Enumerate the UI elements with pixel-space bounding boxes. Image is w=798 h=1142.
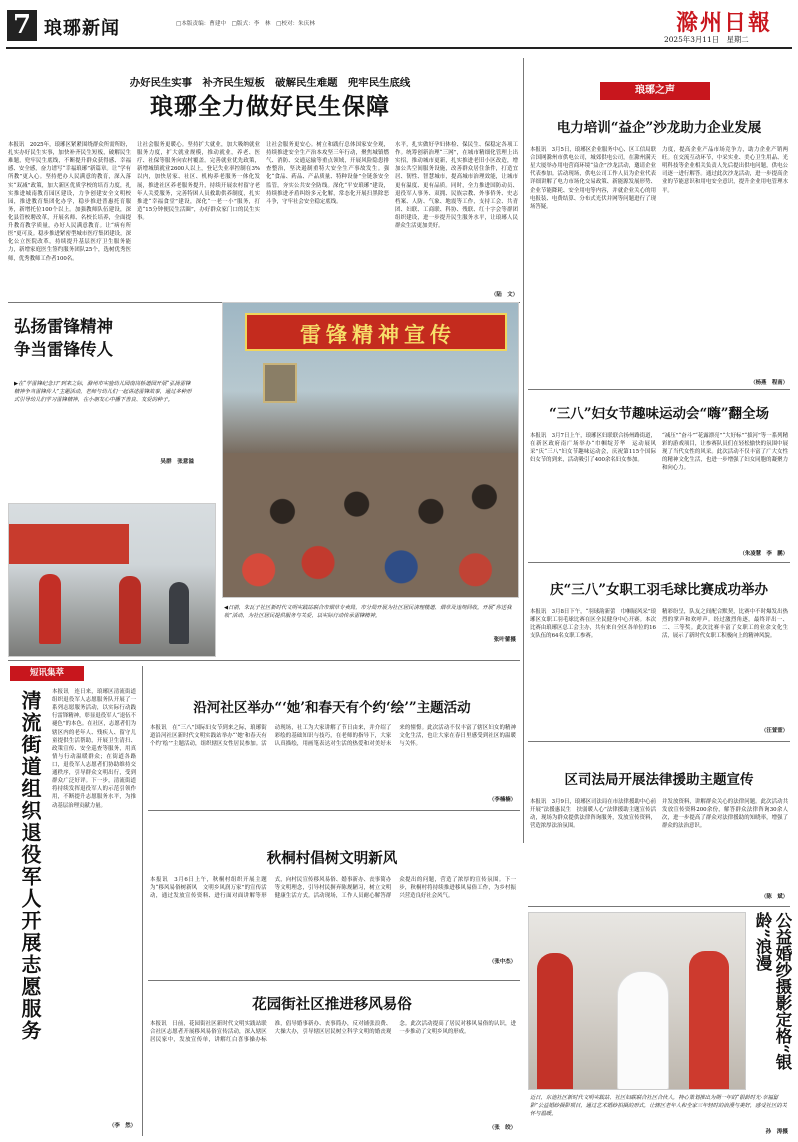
issue-date: 2025年3月11日 星期二 (664, 35, 749, 44)
right-article-4-title: 区司法局开展法律援助主题宣传 (564, 772, 754, 788)
right-article-1-col1: 本报讯 3月5日，琅琊区企业服务中心、区工信局联合国网滁州市供电公司，城郊供电公司，在滁州满天星大厦举办用电营商环境“益企”沙龙活动，邀请企业代表参加。活动现场，供电公司工作人员为企业代表详细讲解了电力市场化交易政策、新能源发展形势、企业节能降耗、安全用电等内容，并就企业关心的用电报装、电费结算、分布式光伏并网等问题进行了现场答疑。 (530, 147, 656, 210)
leifeng-portrait (263, 363, 297, 403)
wedding-vertical-title: 公益婚纱摄影定格“银龄”浪漫 (753, 912, 792, 1070)
page-number-box: 7 (7, 10, 37, 41)
right-article-1-col2: 力度，提高企业产品市场竞争力，助力企业产销两旺。在交流互动环节，中采实业、美心卫生用品、光明科技等企业相关负责人先后提出供电问题，供电公司逐一进行解答。通过此次沙龙活动，进一步提高企业的节能意识和用电安全意识，提升企业用电管理水平。 (662, 147, 788, 194)
masthead-logo: 滁州日報 (676, 10, 773, 36)
volunteer-photo (8, 503, 216, 657)
divider (528, 562, 790, 563)
right-banner: 琅琊之声 (600, 82, 710, 100)
volunteer-person (119, 576, 141, 644)
volunteer-person (39, 574, 61, 644)
top-article-col1: 本报讯 2025年，琅琊区紧紧围绕群众所需所盼，扎实办好民生实事，加快补齐民生短板，破解民生难题，兜牢民生底线，不断提升群众获得感、幸福感、安全感，奋力谱写“幸福琅琊”新篇章。让“学有所教”更入心。坚持把办人民满意的教育，深入落实“双减”政策，加大新区优质学校的培育力度，扎实推进城南教育园区建设，力争创建安全文明校园，推进教育集团化办学，稳步推进普惠托育服务，新增托位100个以上。加强教师队伍建设，深化县管校聘改革，开展名师、名校长培养，全面提升教育教学质量，办好人民满意教育。让“病有所医”更可及。稳步推进紧密型城市医疗集团建设，深化公立医院改革，持续提升基层医疗卫生服务能力，新增家庭医生签约服务团队25个，选树优秀医师，优秀教师工作者100名。 (8, 142, 131, 262)
divider (523, 58, 524, 843)
leifeng-title: 弘扬雷锋精神 争当雷锋传人 (14, 317, 113, 359)
top-article-col3: 让社会服务更安心。树立和践行总体国家安全观，持续推进安全生产治本攻坚三年行动，聚焦城镇燃气、消防、交通运输等重点领域，开展风险隐患排查整治，坚决遏制重特大安全生产事故发生。强化“食品、药品、产品质量、特种设备”全链条安全监管，夯实公共安全防线。深化“平安琅琊”建设，持续推进矛盾纠纷多元化解，常态化开展扫黑除恶斗争，守牢社会安全稳定底线。 (266, 142, 389, 205)
right-article-2-title: “三八”妇女节趣味运动会“嗨”翻全场 (548, 406, 770, 422)
leifeng-banner (245, 313, 507, 351)
divider (148, 980, 520, 981)
leifeng-caption-1: ▶在“学雷锋纪念日”到来之际，滁州市实验幼儿园南岗桥道园开展“弘扬雷锋精神争当雷锋传人”主题活动，老师与幼儿们一起讲述雷锋故事，通过多种形式引导幼儿们学习雷锋精神，在小朋友心中播下善良、友爱的种子。 (14, 381, 192, 404)
short-news-byline: （李 然） (109, 1123, 136, 1129)
helper (689, 951, 729, 1090)
volunteer-tent (9, 524, 129, 564)
leifeng-byline-1: 吴群 张意溢 (160, 459, 194, 465)
short-news-vertical-title: 清流街道组织退役军人开展志愿服务 (18, 690, 42, 1042)
top-article-col2: 让社会服务更暖心。坚持扩大就业，加大吸纳就业服务力度，扩大就业规模，推动就业，养老、医疗、社保等服务向农村覆盖。完善就业优先政策，新增城镇就业2600人以上，登记失业率控制在3%以内，加快居家、社区、机构养老服务一体化发展，推进社区养老服务提升，持续开展农村留守老年人关爱服务，完善特困人员救助供养制度，扎实推进“幸福食堂”建设，深化“一老一小”服务，打造“15分钟便民生活圈”，办好群众家门口的民生实事。 (137, 142, 260, 221)
wedding-byline: 孙 涛摄 (765, 1129, 788, 1135)
divider (142, 666, 143, 1136)
staff-line: □本版责编：曹建中 □版式：李 林 □校对：朱庆林 (176, 21, 315, 27)
right-article-4-byline: （陈 斌） (761, 894, 788, 900)
divider (148, 810, 520, 811)
header-rule (6, 47, 792, 49)
right-article-2-byline: （朱凌慧 李 鹏） (739, 551, 788, 557)
leifeng-banner-text: 雷锋精神宣传 (300, 322, 456, 347)
right-article-4-col1: 本报讯 3月9日，琅琊区司法局在市法律援助中心前开展“法援惠民生 扶弱暖人心”法律援助主题宣传活动，现场为群众提供法律咨询服务，发放宣传资料，营造浓厚法治氛围。 (530, 799, 656, 830)
divider (8, 660, 520, 661)
volunteer-byline: 张叶蕾摄 (493, 637, 516, 643)
right-article-4-col2: 并发放资料，讲解群众关心的法律问题。此次活动共发放宣传资料200余份，解答群众法律咨询30余人次，进一步提高了群众对法律援助的知晓率，增强了群众的法治意识。 (662, 799, 788, 830)
mid-article-3-text: 本报讯 日前，花园街社区新时代文明实践站联合社区志愿者开展移风易俗宣传活动，深入辖区居民家中，发放宣传单，讲解红白喜事操办标准，倡导婚事新办、丧事简办，反对铺张浪费、大操大办，引导辖区居民树立科学文明的婚丧观念。此次活动提高了居民对移风易俗的认识，进一步推动了文明乡风的形成。 (150, 1021, 516, 1044)
short-news-text: 本报讯 连日来，琅琊区清流街道组织退役军人志愿服务队开展了一系列志愿服务活动，以实际行动践行雷锋精神，彰显退役军人“退伍不褪色”的本色。在社区，志愿者们为辖区内的老年人、残疾人、留守儿童提供生活帮助，开展卫生清扫、政策宣传、安全巡查等服务，用真情与行动温暖群众；在街道各路口，退役军人志愿者们协助维持交通秩序，引导群众文明出行，受到群众广泛好评。下一步，清流街道将持续发挥退役军人的示范引领作用，不断提升志愿服务水平，为推动基层治理贡献力量。 (52, 689, 136, 809)
top-article-title: 琅琊全力做好民生保障 (150, 93, 390, 120)
right-article-3-byline: （汪萱萱） (761, 728, 788, 734)
mid-article-3-byline: （张 皎） (489, 1125, 516, 1131)
children-group (223, 453, 519, 598)
top-article-col4: 水平，扎实做好孕妇体检、保民生、保稳定各项工作。统筹创新治理“三网”，在城市精细化管理上出实招，推动城市更新，扎实推进老旧小区改造，增加公共空间服务设施，改善群众居住条件，打造宜居、韧性、智慧城市，提高城市治理效能，让城市更有温度、更有品质。同时，全力推进国防动员、退役军人事务、双拥、民族宗教、外事侨务、史志档案、人防、气象、地震等工作，支持工会、共青团、妇联、工商联、科协、残联、红十字会等群团组织建设，进一步提升民生服务水平，让琅琊人民群众生活更加美好。 (395, 142, 518, 230)
short-news-tag: 短讯集萃 (10, 666, 84, 681)
divider (528, 741, 790, 742)
top-article-byline: （陆 文） (491, 292, 518, 298)
page-header (0, 0, 798, 50)
section-title: 琅琊新闻 (44, 18, 120, 39)
mid-article-2-title: 秋桐村倡树文明新风 (266, 850, 398, 867)
right-article-3-col1: 本报讯 3月8日下午，“羽球韵新蕾 巾帼展风采”琅琊区女职工羽毛球比赛在区全民健身中心开赛。本次比赛由琅琊区总工会主办，共有来自全区各单位的16支队伍的64名女职工参赛。 (530, 609, 656, 640)
volunteer-person (169, 582, 189, 644)
divider (528, 906, 790, 907)
mid-article-1-byline: （李楠楠） (489, 797, 516, 803)
bride (617, 971, 669, 1090)
right-article-3-title: 庆“三八”女职工羽毛球比赛成功举办 (549, 582, 769, 598)
wedding-photo (528, 912, 746, 1090)
right-article-1-byline: （杨燕 程南） (750, 380, 788, 386)
right-article-1-title: 电力培训“益企”沙龙助力企业发展 (556, 120, 762, 136)
mid-article-1-title: 沿河社区举办“‘她’和春天有个约‘绘’”主题活动 (193, 700, 471, 716)
top-article-kicker: 办好民生实事 补齐民生短板 破解民生难题 兜牢民生底线 (129, 77, 411, 89)
right-article-2-col2: “减压”“奋斗”“花露漂亮”“大好标”“拔河”等一系列精彩的游戏项目，让参赛队员们在轻松愉快的氛围中展现了当代女性的风采。此次活动不仅丰富了广大女性的精神文化生活，也进一步增强了妇女同胞的凝聚力和向心力。 (662, 433, 788, 472)
mid-article-3-title: 花园街社区推进移风易俗 (252, 996, 412, 1013)
leifeng-main-photo (222, 302, 519, 598)
wedding-caption: 近日，东池社区新时代文明实践站、社区妇联联合社区合伙人，特心策划推出为期一年的“银龄时光·幸福留影”公益婚纱摄影项目，通过艺术婚纱拍摄的形式，让辖区老年人和全家三年轻时的浪漫与美好，感受社区的关怀与温暖。 (530, 1095, 787, 1118)
divider (528, 389, 790, 390)
right-article-2-col1: 本报讯 3月7日上午，琅琊区妇联联合扬州路街道，在新区政府南广场举办“巾帼绽芳华 运动展风采”庆“三八”妇女节趣味运动会，庆祝第115个国际妇女节的到来，活动吸引了400余名妇女参加。 (530, 433, 656, 464)
mid-article-2-byline: （张中杰） (489, 959, 516, 965)
photographer (537, 953, 573, 1090)
mid-article-1-text: 本报讯 在“三八”国际妇女节到来之际，琅琊街道沿河社区新时代文明实践站举办“‘她’和春天有个约‘绘’”主题活动，组织辖区女性居民参加。活动现场，社工为大家讲解了节日由来，并介绍了彩绘的基础知识与技巧，在老师的指导下，大家认真描绘，用画笔表达对生活的热爱和对美好未来的憧憬。此次活动不仅丰富了辖区妇女的精神文化生活，也让大家在春日里感受到社区的温暖与关怀。 (150, 725, 516, 748)
volunteer-caption: ◀日前，朱瓦子社区新时代文明实践站联合市烟草专卖局，市分局开展为社区居民清理楼道、烟草及违规回收。开展“你送我收”活动，为社区居民提供服务与关爱，以实际行动传承雷锋精神。 (224, 605, 512, 620)
mid-article-2-text: 本报讯 3月6日上午，秋桐村组织开展主题为“移风易俗树新风 文明乡风润万家”的宣传活动，通过发放宣传资料、进行面对面讲解等形式，向村民宣传移风易俗、婚事新办、丧事简办等文明理念，引导村民摒弃陈规陋习，树立文明健康生活方式。活动现场，工作人员耐心解答群众提出的问题，营造了浓厚的宣传氛围。下一步，秋桐村将持续推进移风易俗工作，为乡村振兴营造良好社会风气。 (150, 877, 516, 900)
right-article-3-col2: 精彩纷呈，队友之间配合默契，比赛中不时爆发出热烈的掌声和欢呼声。经过激烈角逐，最终评出一、二、三等奖。此次比赛丰富了女职工的业余文化生活，展示了新时代女职工积极向上的精神风貌。 (662, 609, 788, 640)
